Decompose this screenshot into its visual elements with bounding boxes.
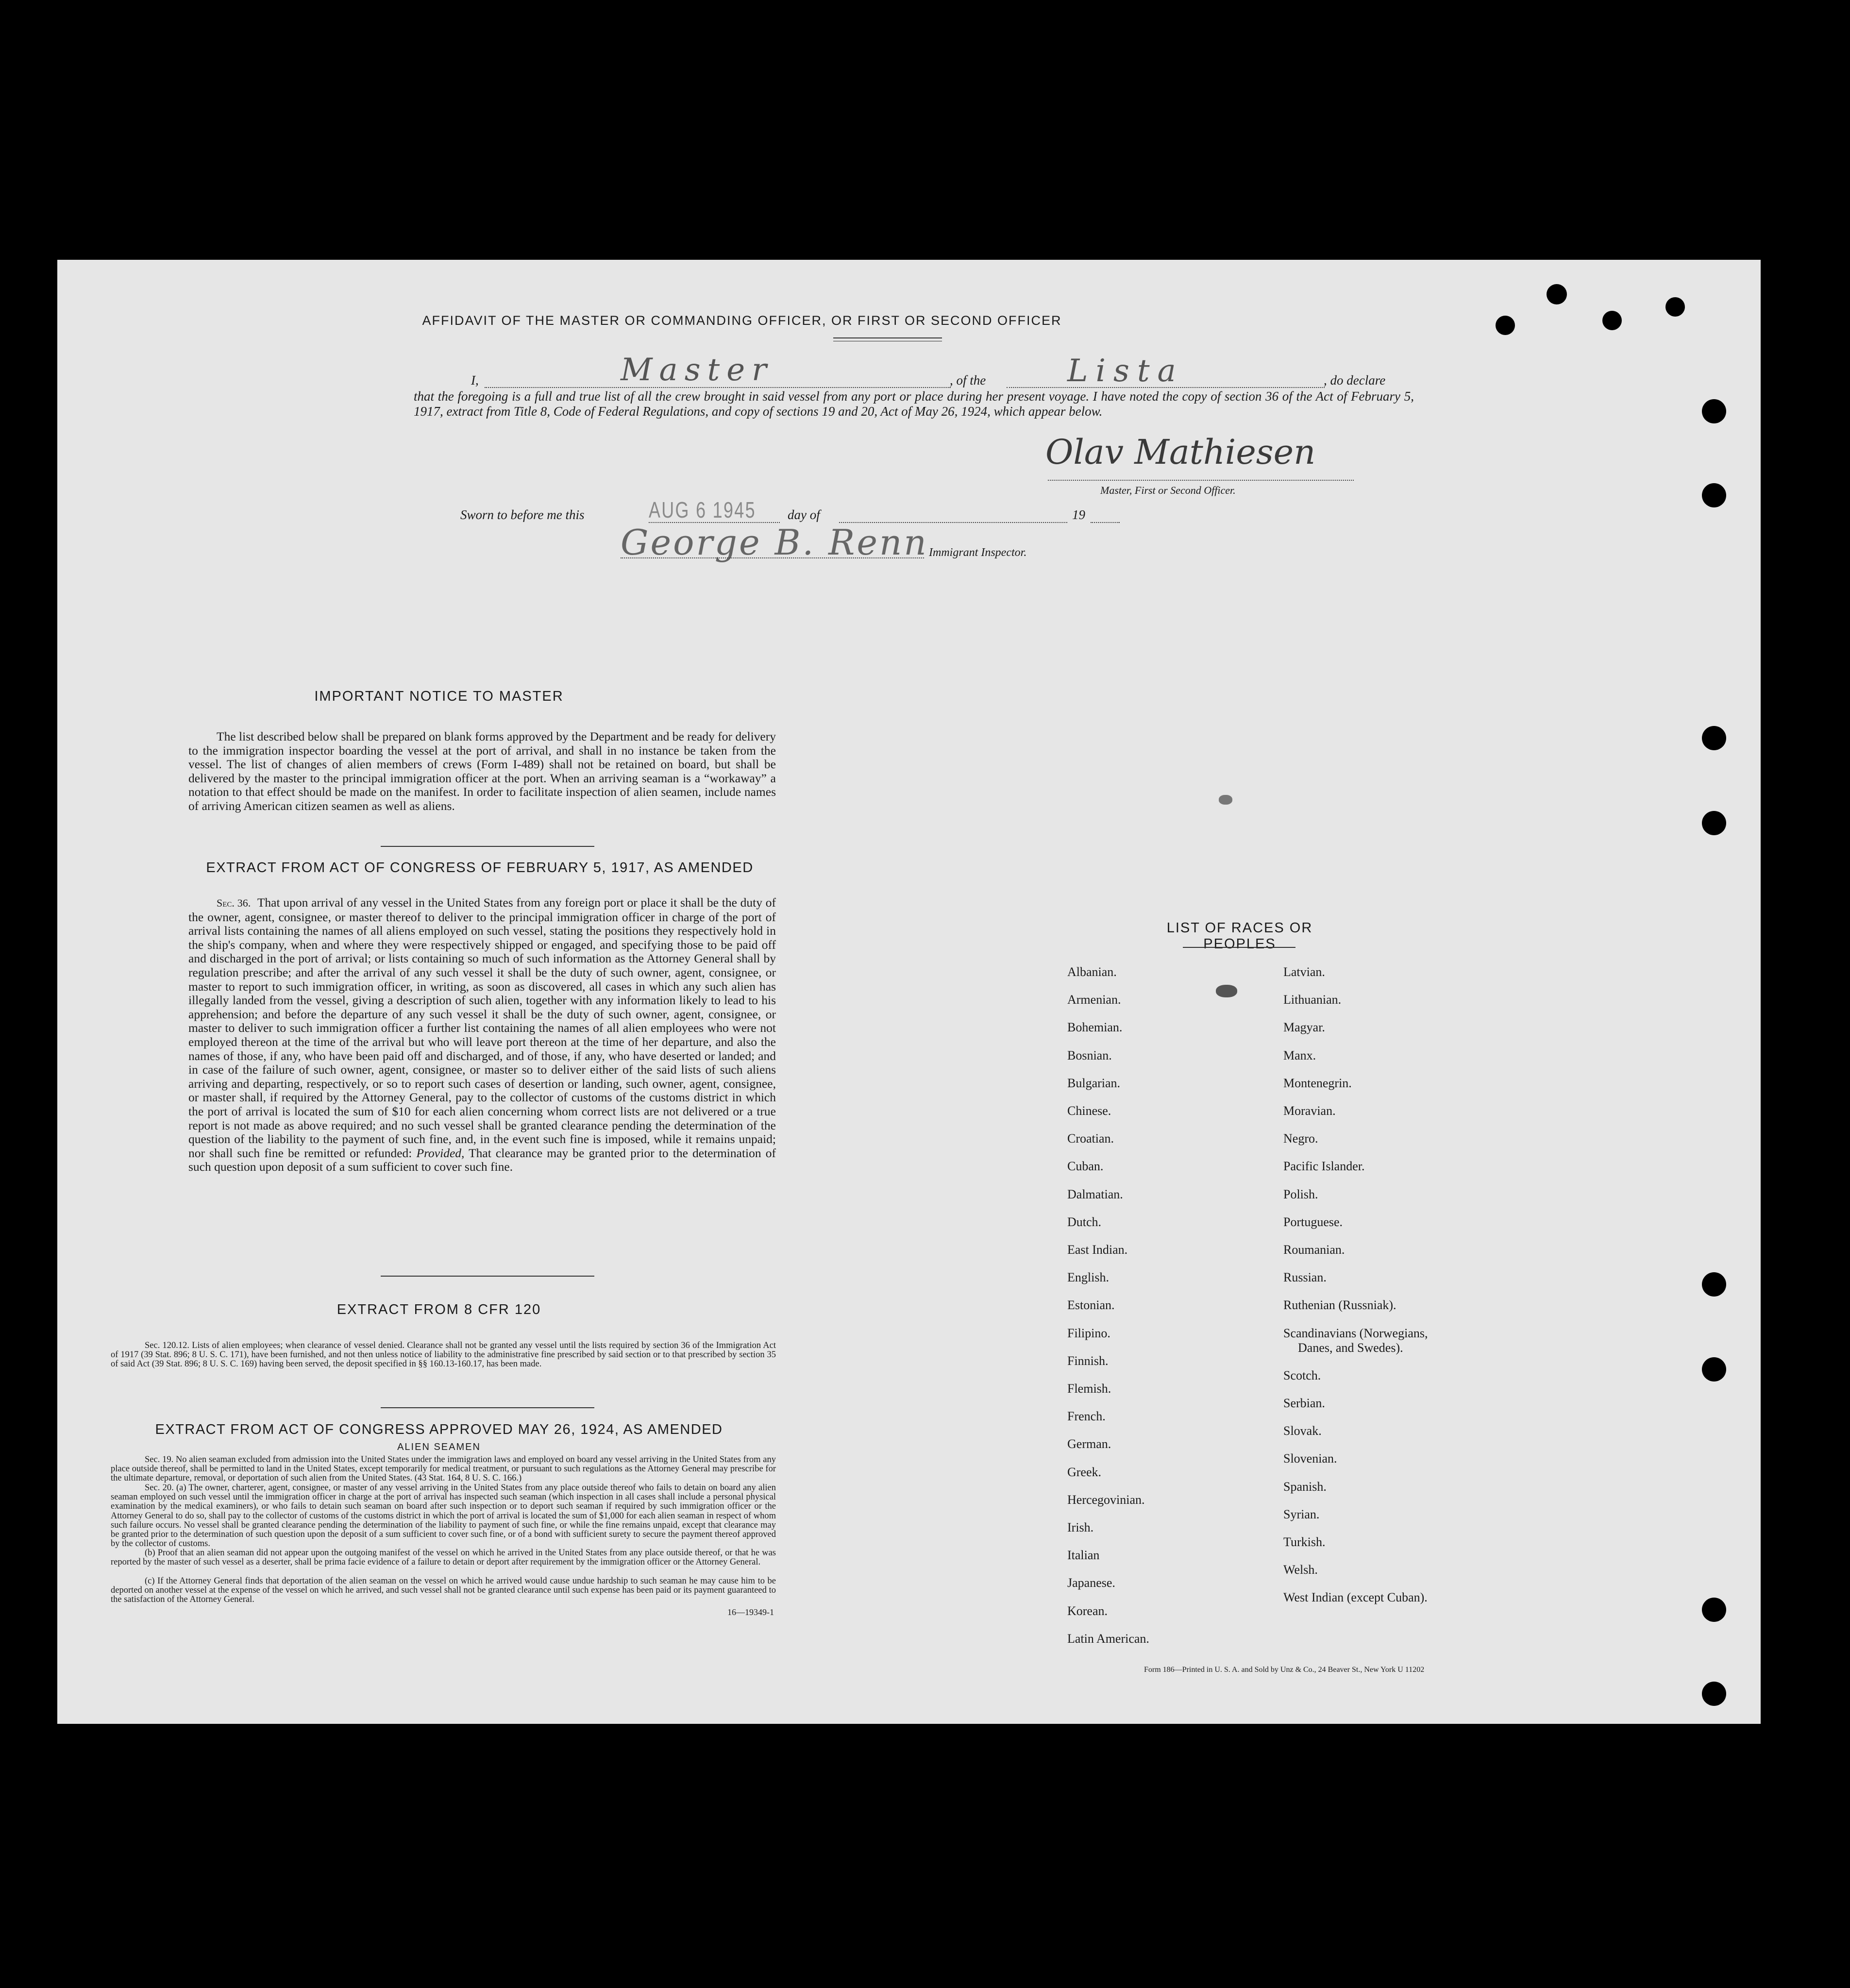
affidavit-body: that the foregoing is a full and true list of all the crew brought in said vessel from any port or place during her present voyage. I have noted the copy of section 36 of the Act of February 5, 1917, extract from Title 8, Code of Federal Regulations, and copy of sections 19 and 20, Act of May 26, 1924, which appear below. <box>414 389 1414 419</box>
race-item: Japanese. <box>1067 1576 1115 1590</box>
race-item: Filipino. <box>1067 1326 1110 1340</box>
race-item: Spanish. <box>1283 1479 1327 1494</box>
year-line <box>1091 522 1120 523</box>
master-signature: Olav Mathiesen <box>1045 432 1316 472</box>
race-item: Serbian. <box>1283 1396 1325 1410</box>
race-item: Korean. <box>1067 1603 1108 1618</box>
inspector-line <box>621 557 924 558</box>
binder-hole <box>1602 311 1622 330</box>
race-item: West Indian (except Cuban). <box>1283 1590 1428 1605</box>
date-stamp: AUG 6 1945 <box>649 497 756 522</box>
race-item: Armenian. <box>1067 993 1121 1007</box>
notice-body: The list described below shall be prepared on blank forms approved by the Department and be ready for delivery to the immigration inspector boarding the vessel at the port of arrival, and shall in no instance be taken from the vessel. The list of changes of alien members of crews (Form I-489) shall not be retained on board, but shall be delivered by the master to the principal immigration officer at the port. When an arriving seaman is a “workaway” a notation to that effect should be made on the manifest. In order to facilitate inspection of alien seamen, include names of arriving American citizen seamen as well as aliens. <box>188 729 776 813</box>
sec-20b-text: (b) Proof that an alien seaman did not appear upon the outgoing manifest of the vessel on which he arrived in the United States from any place outside thereof, or that he was reported by the master of such vessel as a deserter, shall be prima facie evidence of a failure to detain or deport after requirement by the immigration officer or the Attorney General. <box>111 1548 776 1567</box>
race-item: Bulgarian. <box>1067 1076 1121 1090</box>
signature-caption: Master, First or Second Officer. <box>1100 484 1236 496</box>
binder-hole <box>1702 1598 1726 1622</box>
i-label: I, <box>471 373 479 387</box>
races-title: LIST OF RACES OR PEOPLES <box>1166 920 1313 952</box>
race-item: Finnish. <box>1067 1353 1109 1368</box>
binder-hole <box>1702 483 1726 507</box>
race-item: Latvian. <box>1283 965 1325 979</box>
binder-hole <box>1702 1272 1726 1297</box>
sec-36-text: That upon arrival of any vessel in the United States from any foreign port or place it shall be the duty of the owner, agent, consignee, or master thereof to deliver to the principal immigration officer in charge of the port of arrival lists containing the names of all aliens employed on such vessel, stating the positions they respectively hold in the ship's company, when and where they were respectively shipped or engaged, and specifying those to be paid off and discharged in the port of arrival; or lists containing so much of such information as the Attorney General shall by regulation prescribe; and after the arrival of any such vessel it shall be the duty of such owner, agent, consignee, or master to report to such immigration officer, in writing, as soon as discovered, all cases in which any such alien has illegally landed from the vessel, giving a description of such alien, together with any information likely to lead to his apprehension; and before the departure of any such vessel it shall be the duty of such owner, agent, consignee, or master to deliver to such immigration officer a further list containing the names of all alien employees who were not employed thereon at the time of the arrival but who will leave port thereon at the time of her departure, and also the names of those, if any, who have been paid off and discharged, and of those, if any, who have deserted or landed; and in case of the failure of such owner, agent, consignee, or master so to deliver either of the said lists of such aliens arriving and departing, respectively, or so to report such cases of desertion or landing, such owner, agent, consignee, or master shall, if required by the Attorney General, pay to the collector of customs of the customs district in which the port of arrival is located the sum of $10 for each alien concerning whom correct lists are not delivered or a true report is not made as above required; and no such vessel shall be granted clearance pending the determination of the question of the liability to the payment of such fine, and, in the event such fine is imposed, while it remains unpaid; nor shall such fine be remitted or refunded: <box>188 895 776 1160</box>
extract-1924-title: EXTRACT FROM ACT OF CONGRESS APPROVED MAY 26, 1924, AS AMENDED <box>155 1422 723 1437</box>
race-item: Scandinavians (Norwegians, <box>1283 1326 1428 1340</box>
race-item: Dalmatian. <box>1067 1187 1123 1201</box>
binder-hole <box>1547 284 1567 304</box>
race-item: Bosnian. <box>1067 1048 1112 1062</box>
race-item: Flemish. <box>1067 1381 1111 1396</box>
race-item: Croatian. <box>1067 1131 1114 1146</box>
binder-hole <box>1702 1357 1726 1381</box>
race-item: Latin American. <box>1067 1631 1149 1646</box>
provided-label: Provided, <box>416 1146 465 1160</box>
race-item: Italian <box>1067 1548 1100 1563</box>
race-item: Bohemian. <box>1067 1020 1123 1035</box>
race-item: Lithuanian. <box>1283 993 1342 1007</box>
race-item: Chinese. <box>1067 1104 1111 1118</box>
extract-1917-title: EXTRACT FROM ACT OF CONGRESS OF FEBRUARY 5, 1917, AS AMENDED <box>206 860 754 876</box>
of-the-label: , of the <box>950 373 986 387</box>
race-item: Dutch. <box>1067 1214 1102 1229</box>
race-item: French. <box>1067 1409 1106 1424</box>
signature-line <box>1048 480 1354 481</box>
race-item: Syrian. <box>1283 1507 1320 1521</box>
inspector-signature: George B. Renn <box>621 522 928 563</box>
binder-hole <box>1665 297 1685 317</box>
declare-label: , do declare <box>1324 373 1386 387</box>
race-item: East Indian. <box>1067 1243 1128 1257</box>
races-rule <box>1183 947 1295 948</box>
race-item: Polish. <box>1283 1187 1318 1201</box>
race-item: Moravian. <box>1283 1104 1336 1118</box>
race-item: Portuguese. <box>1283 1214 1343 1229</box>
race-item: Danes, and Swedes). <box>1298 1340 1403 1355</box>
race-item: Irish. <box>1067 1520 1094 1534</box>
race-item: Montenegrin. <box>1283 1076 1352 1090</box>
race-item: Pacific Islander. <box>1283 1159 1365 1174</box>
race-item: Estonian. <box>1067 1298 1115 1313</box>
extract-1917-body <box>188 896 776 1174</box>
day-of-label: day of <box>788 507 820 522</box>
binder-hole <box>1702 1682 1726 1706</box>
race-item: Ruthenian (Russniak). <box>1283 1298 1396 1313</box>
affidavit-title: AFFIDAVIT OF THE MASTER OR COMMANDING OFFICER, OR FIRST OR SECOND OFFICER <box>422 313 1062 328</box>
race-item: Turkish. <box>1283 1535 1326 1549</box>
race-item: English. <box>1067 1270 1109 1285</box>
year-label: 19 <box>1072 507 1085 522</box>
cfr-rule <box>381 1407 594 1408</box>
title-underline <box>833 337 942 338</box>
race-item: Hercegovinian. <box>1067 1492 1145 1507</box>
sec-19-text: Sec. 19. No alien seaman excluded from admission into the United States under the immigration laws and employed on board any vessel arriving in the United States from any place outside thereof, shall be permitted to land in the United States, except temporarily for medical treatment, or pursuant to such regulations as the Attorney General may prescribe for the ultimate departure, removal, or deportation of such alien from the United States. (43 Stat. 164, 8 U. S. C. 166.) <box>111 1455 776 1483</box>
binder-hole <box>1702 399 1726 423</box>
alien-seamen-subtitle: ALIEN SEAMEN <box>397 1442 481 1452</box>
race-item: Roumanian. <box>1283 1243 1345 1257</box>
ink-smudge <box>1219 795 1232 805</box>
race-item: Slovak. <box>1283 1424 1322 1438</box>
document-page <box>57 260 1761 1724</box>
ink-blot <box>1216 985 1237 997</box>
race-item: Slovenian. <box>1283 1451 1337 1466</box>
sec-36-text-end: That clearance may be granted prior to the determination of such question upon deposit of a sum sufficient to cover such fine. <box>188 1146 776 1174</box>
race-item: Albanian. <box>1067 965 1117 979</box>
cfr-body: Sec. 120.12. Lists of alien employees; when clearance of vessel denied. Clearance shall not be granted any vessel until the lists required by section 36 of the Immigration Act of 1917 (39 Stat. 896; 8 U. S. C. 171), have been furnished, and not then unless notice of liability to the administrative fine prescribed by said section or to that prescribed by section 35 of said Act (39 Stat. 896; 8 U. S. C. 169) having been served, the deposit specified in §§ 160.13-160.17, has been made. <box>111 1341 776 1369</box>
binder-hole <box>1702 811 1726 835</box>
notice-title: IMPORTANT NOTICE TO MASTER <box>314 689 564 704</box>
sec-20c-text: (c) If the Attorney General finds that deportation of the alien seaman on the vessel on which he arrived would cause undue hardship to such seaman he may cause him to be deported on another vessel at the expense of the vessel on which he arrived, and such vessel shall not be granted clearance until such expense has been paid or its payment guaranteed to the satisfaction of the Attorney General. <box>111 1576 776 1605</box>
race-item: Magyar. <box>1283 1020 1325 1035</box>
sec-36-label: Sec. 36. <box>217 897 251 909</box>
form-printer-note: Form 186—Printed in U. S. A. and Sold by Unz & Co., 24 Beaver St., New York U 11202 <box>1144 1666 1425 1674</box>
race-item: Manx. <box>1283 1048 1316 1062</box>
race-item: Greek. <box>1067 1465 1102 1479</box>
inspector-caption: Immigrant Inspector. <box>929 546 1027 559</box>
master-handwritten: Master <box>621 352 774 388</box>
sworn-label: Sworn to before me this <box>460 507 585 522</box>
race-item: Welsh. <box>1283 1563 1318 1577</box>
binder-hole <box>1702 726 1726 750</box>
extract-1917-rule <box>381 1276 594 1277</box>
binder-hole <box>1496 316 1515 335</box>
sec-20a-text: Sec. 20. (a) The owner, charterer, agent, consignee, or master of any vessel arriving in the United States from any place outside thereof who fails to detain on board any alien seaman employed on such vessel until the immigration officer in charge at the port of arrival has inspected such seaman (which inspection in all cases shall include a personal physical examination by the medical examiners), or who fails to detain such seaman on board after such inspection or to deport such seaman if required by such immigration officer or the Attorney General to do so, shall pay to the collector of customs of the customs district in which the port of arrival is located the sum of $1,000 for each alien seaman in respect of whom such failure occurs. No vessel shall be granted clearance pending the determination of the liability to payment of such fine, or while the fine remains unpaid, except that clearance may be granted prior to the determination of such question upon the deposit of a sum sufficient to cover such fine, or of a bond with sufficient surety to secure the payment thereof approved by the collector of customs. <box>111 1483 776 1549</box>
race-item: German. <box>1067 1437 1111 1451</box>
vessel-handwritten: Lista <box>1067 353 1184 389</box>
race-item: Negro. <box>1283 1131 1318 1146</box>
notice-rule <box>381 846 594 847</box>
race-item: Cuban. <box>1067 1159 1104 1174</box>
form-code: 16—19349-1 <box>727 1607 774 1617</box>
race-item: Scotch. <box>1283 1368 1321 1382</box>
race-item: Russian. <box>1283 1270 1327 1285</box>
cfr-title: EXTRACT FROM 8 CFR 120 <box>336 1302 541 1317</box>
